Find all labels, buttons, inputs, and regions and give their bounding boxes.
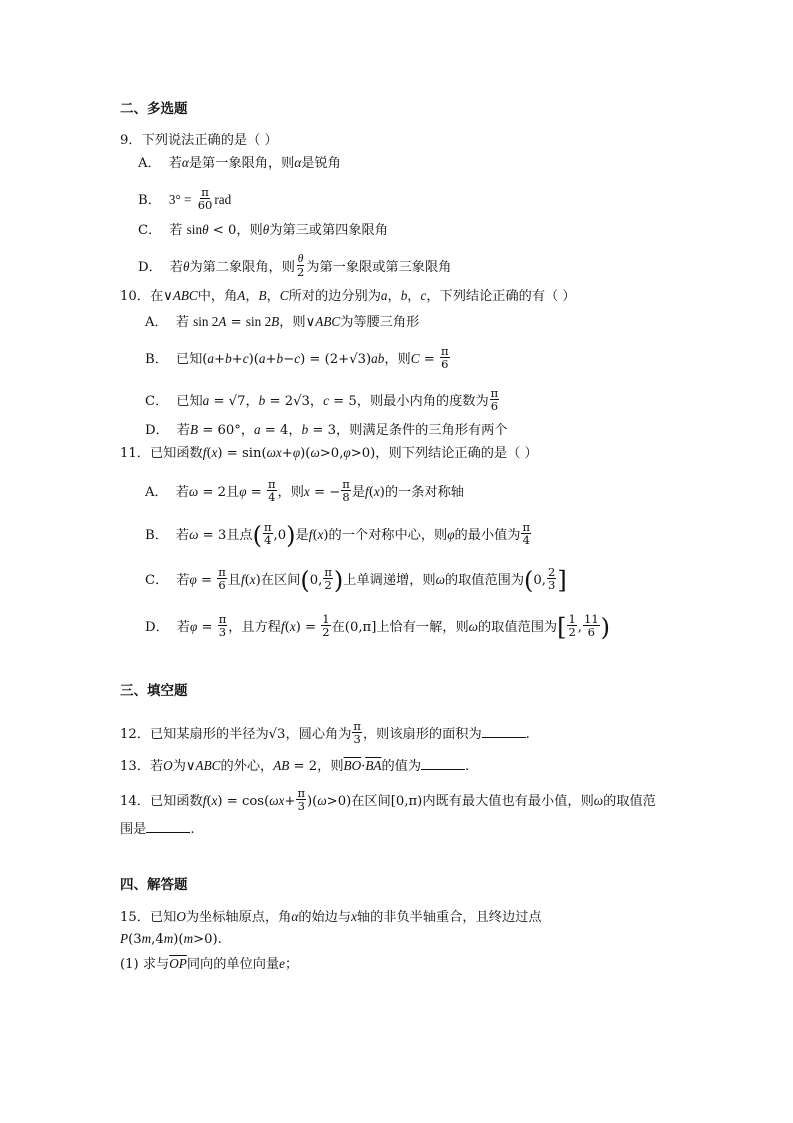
question-14: 14．已知函数f(x) = cos(ωx+ $\frac{\pi}{3}$ )(ω>0)在区间[0,π)内既有最大值也有最小值，则ω的取值范 (120, 786, 656, 813)
question-stem-text: 下列说法正确的是（ ） (141, 133, 278, 148)
section-heading-fill-in: 三、填空题 (120, 683, 188, 699)
q11-option-b: B． 若ω = 3且点( $\frac{\pi}{4}$ ,0)是f(x)的一个对称中心，则φ的最小值为 $\frac{\pi}{4}$ (145, 520, 531, 550)
q9-option-d: D． 若θ为第二象限角，则 $\frac{\theta}{2}$ 为第一象限或第三象限角 (138, 253, 452, 279)
q10-option-b: B． 已知(a+b+c)(a+b−c) = (2+√3)ab，则C = $\frac{\pi}{6}$ (145, 344, 449, 371)
q10-option-a: A． 若 sin 2A = sin 2B，则∨ABC为等腰三角形 (145, 314, 420, 330)
q9-option-c: C． 若 sinθ < 0，则θ为第三或第四象限角 (138, 222, 388, 238)
question-15-part-1: (1) 求与$\overline{OP}$同向的单位向量e； (120, 956, 299, 972)
answer-blank (421, 757, 465, 770)
q11-option-c: C． 若φ = $\frac{\pi}{6}$ 且f(x)在区间(0, $\frac{\pi}{2}$ )上单调递增，则ω的取值范围为(0, $\frac{2}{3}$ ] (145, 565, 567, 595)
q9-option-a: A． 若α是第一象限角，则α是锐角 (138, 155, 341, 171)
question-10-stem: 10．在∨ABC中，角A，B，C所对的边分别为a，b，c，下列结论正确的有（ ） (120, 288, 576, 304)
q11-option-d: D． 若φ = $\frac{\pi}{3}$ ，且方程f(x) = $\frac{1}{2}$ 在(0,π]上恰有一解，则ω的取值范围为[ $\frac{1}{2}$ , $\frac{11}{6}$ ) (145, 612, 611, 642)
answer-blank (482, 725, 526, 738)
q9-option-b: B． 3° = $\frac{\pi}{60}$ rad (138, 185, 232, 212)
q11-option-a: A． 若ω = 2且φ = $\frac{\pi}{4}$ ，则x = − $\frac{\pi}{8}$ 是f(x)的一条对称轴 (145, 477, 464, 504)
question-14-continued: 围是 . (120, 822, 195, 837)
section-heading-multiple-choice: 二、多选题 (120, 101, 188, 117)
question-15-stem: 15．已知O为坐标轴原点，角α的始边与x轴的非负半轴重合，且终边过点 (120, 909, 542, 925)
q10-option-d: D． 若B = 60°，a = 4，b = 3，则满足条件的三角形有两个 (145, 422, 508, 438)
question-15-point: P(3m,4m)(m>0). (120, 931, 222, 947)
q10-option-c: C． 已知a = √7，b = 2√3，c = 5，则最小内角的度数为 $\frac{\pi}{6}$ (145, 386, 499, 413)
answer-blank (146, 820, 190, 833)
question-9-stem (120, 133, 278, 149)
question-13: 13．若O为∨ABC的外心，AB = 2，则$\overline{BO}\cdot\overline{BA}$的值为 . (120, 758, 470, 774)
section-heading-answer: 四、解答题 (120, 877, 188, 893)
question-12: 12．已知某扇形的半径为√3，圆心角为 $\frac{\pi}{3}$ ，则该扇形的面积为 . (120, 719, 530, 746)
question-11-stem: 11．已知函数f(x) = sin(ωx+φ)(ω>0,φ>0)，则下列结论正确的是（ ） (120, 445, 538, 461)
question-number: 9． (120, 133, 142, 148)
